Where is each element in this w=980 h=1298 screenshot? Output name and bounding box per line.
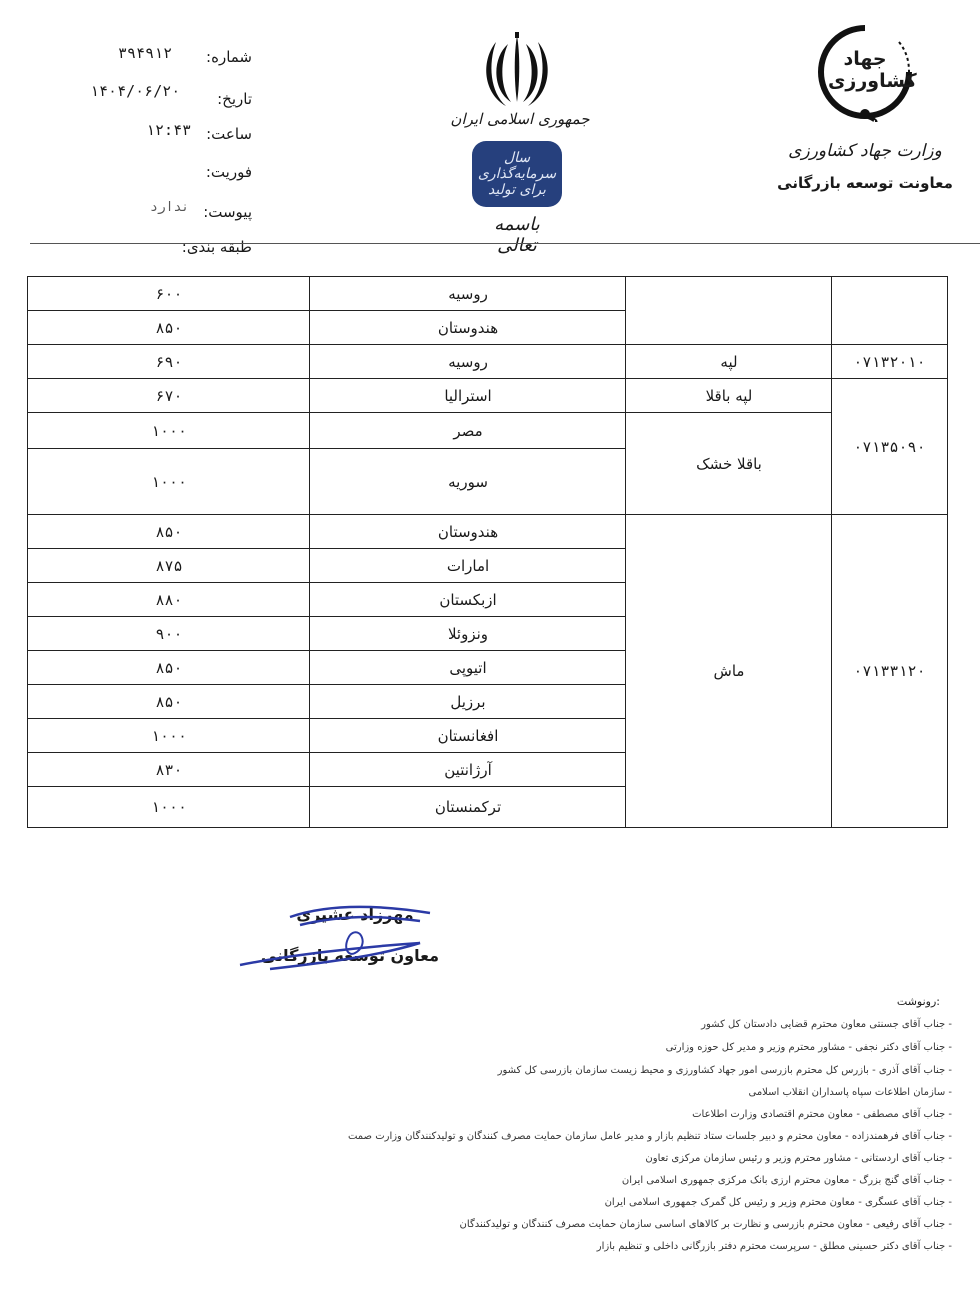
cc-item: - جناب آقای دکتر حسینی مطلق - سرپرست محترم دفتر بازرگانی داخلی و تنظیم بازار [596,1241,952,1252]
number-value: ۳۹۴۹۱۲ [118,44,173,62]
product-cell-empty [625,276,833,346]
date-label: تاریخ: [217,90,252,108]
country-cell: هندوستان [309,514,627,550]
handwritten-signature-icon [230,895,460,985]
price-cell: ۱۰۰۰ [27,448,311,516]
date-value: ۱۴۰۴/۰۶/۲۰ [90,82,181,100]
country-cell: استرالیا [309,378,627,414]
country-cell: برزیل [309,684,627,720]
country-cell: ونزوئلا [309,616,627,652]
product-cell-mung: ماش [625,514,833,828]
country-cell: امارات [309,548,627,584]
cc-item: - جناب آقای آذری - بازرس کل محترم بازرسی امور جهاد کشاورزی و محیط زیست سازمان بازرسی کل کشور [497,1065,952,1076]
price-cell: ۱۰۰۰ [27,412,311,450]
price-cell: ۸۸۰ [27,582,311,618]
cc-item: - جناب آقای فرهمندزاده - معاون محترم و دبیر جلسات ستاد تنظیم بازار و مدیر عامل سازمان حمایت مصرف کنندگان و تولیدکنندگان وزارت صمت [347,1131,952,1142]
price-cell: ۸۷۵ [27,548,311,584]
time-label: ساعت: [206,125,252,143]
cc-item: - جناب آقای دکتر نجفی - مشاور محترم وزیر و مدیر کل حوزه وزارتی [665,1042,952,1053]
country-cell: سوریه [309,448,627,516]
cc-item: - سازمان اطلاعات سپاه پاسداران انقلاب اسلامی [748,1087,952,1098]
price-cell: ۸۵۰ [27,684,311,720]
jahad-logo-text: جهاد کشاورزی [828,48,917,92]
cc-item: - جناب آقای اردستانی - مشاور محترم وزیر و رئیس سازمان مرکزی تعاون [645,1153,952,1164]
code-cell-empty [831,276,948,346]
price-cell: ۶۷۰ [27,378,311,414]
country-cell: افغانستان [309,718,627,754]
country-cell: روسیه [309,344,627,380]
cc-heading: رونوشت: [896,995,940,1008]
cc-item: - جناب آقای رفیعی - معاون محترم بازرسی و نظارت بر کالاهای اساسی سازمان حمایت مصرف کنندگان و تولیدکنندگان [459,1219,952,1230]
ministry-name: وزارت جهاد کشاورزی [788,141,942,161]
signatory-name: مهرزاد عشیری [296,905,414,924]
republic-name: جمهوری اسلامی ایران [450,110,590,128]
country-cell: مصر [309,412,627,450]
price-cell: ۶۰۰ [27,276,311,312]
country-cell: اتیوپی [309,650,627,686]
urgency-label: فوریت: [205,163,252,181]
country-cell: هندوستان [309,310,627,346]
country-cell: ترکمنستان [309,786,627,828]
code-cell-bean: ۰۷۱۳۵۰۹۰ [831,378,948,516]
price-cell: ۱۰۰۰ [27,718,311,754]
signatory-title: معاون توسعه بازرگانی [260,946,440,965]
price-cell: ۸۳۰ [27,752,311,788]
cc-item: - جناب آقای گنج بزرگ - معاون محترم ارزی بانک مرکزی جمهوری اسلامی ایران [621,1175,952,1186]
cc-item: - جناب آقای عسگری - معاون محترم وزیر و رئیس کل گمرک جمهوری اسلامی ایران [604,1197,952,1208]
cc-item: - جناب آقای جسنتی معاون محترم قضایی دادستان کل کشور [701,1019,952,1030]
product-cell-dry-bean: باقلا خشک [625,412,833,516]
number-label: شماره: [206,48,252,66]
country-cell: روسیه [309,276,627,312]
price-cell: ۶۹۰ [27,344,311,380]
deputy-name: معاونت توسعه بازرگانی [777,174,953,192]
country-cell: آرژانتین [309,752,627,788]
price-cell: ۸۵۰ [27,650,311,686]
price-cell: ۸۵۰ [27,310,311,346]
price-cell: ۹۰۰ [27,616,311,652]
classification-label: طبقه بندی: [181,238,252,256]
attachment-label: پیوست: [203,203,252,221]
time-value: ۱۲:۴۳ [146,121,192,139]
product-cell-split-bean: لپه باقلا [625,378,833,414]
cc-item: - جناب آقای مصطفی - معاون محترم اقتصادی وزارت اطلاعات [692,1109,952,1120]
iran-emblem-icon [478,32,556,112]
price-cell: ۱۰۰۰ [27,786,311,828]
code-cell-lentil: ۰۷۱۳۲۰۱۰ [831,344,948,380]
attachment-value: ندارد [150,200,190,215]
year-slogan-badge: سال سرمایه‌گذاری برای تولید [472,141,562,207]
motto: باسمه تعالی [494,214,540,256]
code-cell-mung: ۰۷۱۳۳۱۲۰ [831,514,948,828]
product-cell-lentil: لپه [625,344,833,380]
country-cell: ازبکستان [309,582,627,618]
header-divider [30,243,980,244]
price-cell: ۸۵۰ [27,514,311,550]
